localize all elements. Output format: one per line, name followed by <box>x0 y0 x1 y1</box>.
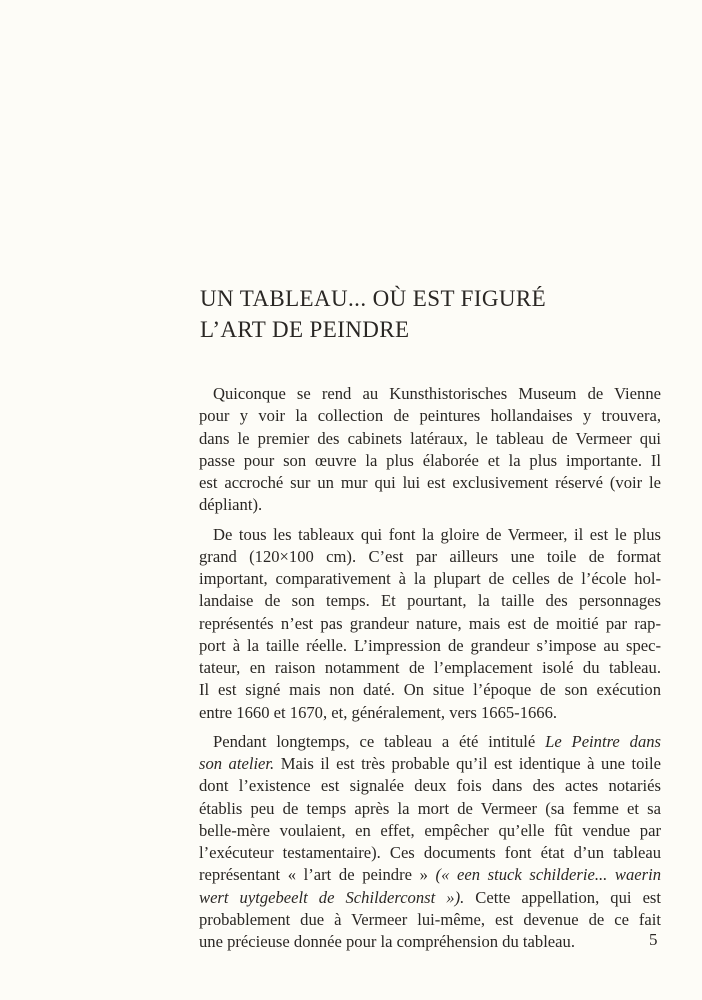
text-run: Cette appellation, qui est <box>464 887 661 907</box>
text-line: pour y voir la collection de peintures hollandaises y trouvera, <box>199 406 661 426</box>
text-line: une précieuse donnée pour la compréhension du tableau. <box>199 932 575 951</box>
text-line <box>199 864 661 886</box>
body-text <box>199 383 661 953</box>
text-line <box>199 753 661 775</box>
text-run: Mais il est très probable qu’il est identique à une toile <box>274 754 661 773</box>
text-run: représentant « l’art de peindre » <box>199 865 436 885</box>
painting-title-italic: Le Peintre dans <box>545 731 661 751</box>
paragraph-2 <box>199 524 661 724</box>
text-line: Il est signé mais non daté. On situe l’époque de son exécution <box>199 680 661 700</box>
text-line: Quiconque se rend au Kunsthistorisches Museum de Vienne <box>213 384 661 403</box>
text-line: landaise de son temps. Et pourtant, la taille des personnages <box>199 591 661 611</box>
text-line: représentés n’est pas grandeur nature, mais est de moitié par rap- <box>199 613 661 633</box>
paragraph-1 <box>199 383 661 517</box>
text-line: dont l’existence est signalée deux fois dans des actes notariés <box>199 776 661 796</box>
text-line: passe pour son œuvre la plus élaborée et la plus importante. Il <box>199 450 661 470</box>
text-line: est accroché sur un mur qui lui est exclusivement réservé (voir le <box>199 473 661 492</box>
dutch-quote-italic: (« een stuck schilderie... waerin <box>435 865 662 885</box>
text-line <box>199 731 661 753</box>
text-line: dans le premier des cabinets latéraux, le tableau de Vermeer qui <box>199 428 661 448</box>
text-line: port à la taille réelle. L’impression de grandeur s’impose au spec- <box>199 635 661 655</box>
chapter-title-line-2: L’ART DE PEINDRE <box>200 317 410 342</box>
text-line: important, comparativement à la plupart de celles de l’école hol- <box>199 569 661 588</box>
painting-title-italic: son atelier. <box>199 754 275 773</box>
text-line <box>199 887 661 909</box>
text-line: dépliant). <box>199 495 263 515</box>
text-line: belle-mère voulaient, en effet, empêcher qu’elle fût vendue par <box>199 820 661 840</box>
text-line: entre 1660 et 1670, et, généralement, vers 1665-1666. <box>199 702 558 722</box>
text-line: tateur, en raison notamment de l’emplacement isolé du tableau. <box>199 658 661 677</box>
dutch-quote-italic: wert uytgebeelt de Schilderconst »). <box>199 887 465 907</box>
text-line: grand (120×100 cm). C’est par ailleurs une toile de format <box>199 546 661 566</box>
chapter-title-line-1: UN TABLEAU... OÙ EST FIGURÉ <box>200 286 547 311</box>
text-line: l’exécuteur testamentaire). Ces documents font état d’un tableau <box>199 843 661 862</box>
chapter-title <box>200 283 640 345</box>
text-line: établis peu de temps après la mort de Vermeer (sa femme et sa <box>199 798 661 818</box>
text-line: probablement due à Vermeer lui-même, est devenue de ce fait <box>199 909 661 929</box>
text-line: De tous les tableaux qui font la gloire de Vermeer, il est le plus <box>213 524 661 544</box>
page-number: 5 <box>649 930 658 949</box>
paragraph-3 <box>199 731 661 954</box>
text-run: Pendant longtemps, ce tableau a été intitulé <box>213 731 546 751</box>
